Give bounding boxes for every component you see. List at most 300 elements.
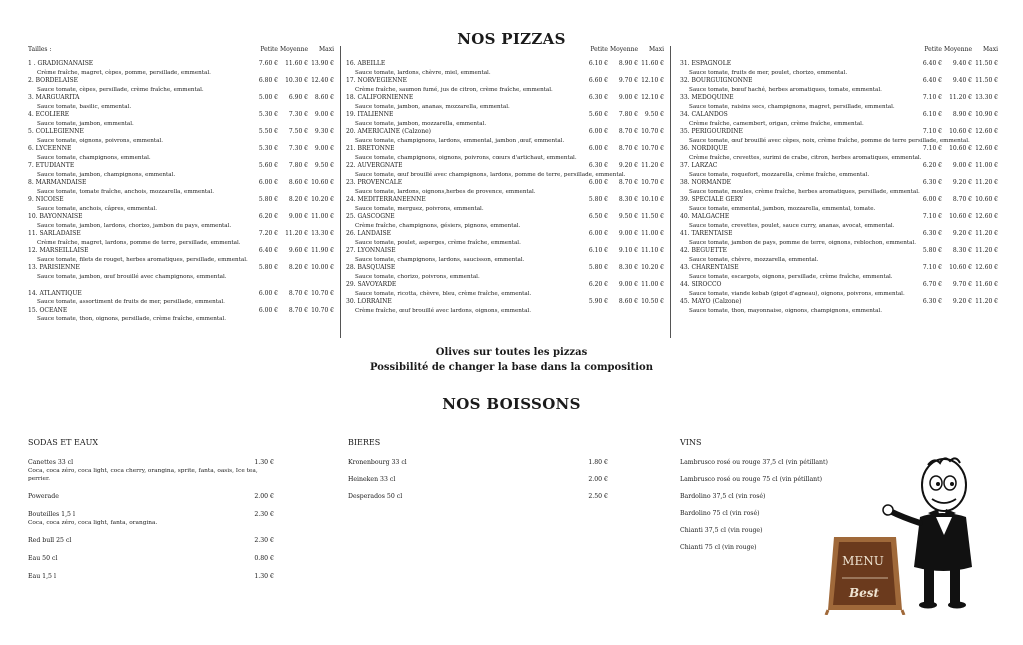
- price-medium: 9.20 €: [952, 298, 972, 305]
- price-large: 10.70 €: [641, 179, 664, 186]
- pizza-name: 20. AMERICAINE (Calzone): [346, 128, 431, 135]
- price-small: 5.80 €: [588, 196, 608, 203]
- pizza-name: 15. OCEANE: [28, 306, 68, 314]
- drink-item: [28, 573, 274, 581]
- pizza-description: Sauce tomate, jambon, emmental.: [37, 120, 134, 127]
- pizza-description: Sauce tomate, raisins secs, champignons, magret, persillade, emmental.: [689, 103, 895, 110]
- drink-price: 2.00 €: [588, 476, 608, 483]
- pizza-description: Sauce tomate, jambon, champignons, emmental.: [37, 171, 176, 178]
- price-small: 6.20 €: [258, 213, 278, 220]
- pizza-name: 30. LORRAINE: [346, 298, 392, 305]
- sodas-list: [28, 459, 274, 581]
- price-medium: 9.70 €: [618, 77, 638, 84]
- price-small: 6.00 €: [588, 179, 608, 186]
- pizza-description: Sauce tomate, poulet, asperges, crème fraîche, emmental.: [355, 239, 521, 246]
- pizza-name: 11. SARLADAISE: [28, 230, 81, 237]
- pizza-description: Sauce tomate, tomate fraîche, anchois, mozzarella, emmental.: [37, 188, 215, 195]
- pizza-description: Sauce tomate, roquefort, mozzarella, crème fraîche, emmental.: [689, 171, 870, 178]
- pizza-name: 18. CALIFORNIENNE: [346, 94, 414, 101]
- pizza-item: [346, 179, 664, 188]
- price-medium: 11.20 €: [949, 94, 972, 101]
- price-large: 13.30 €: [311, 230, 334, 237]
- pizza-name: 26. LANDAISE: [346, 230, 392, 237]
- bieres-section: [348, 438, 608, 510]
- size-header: [680, 46, 998, 60]
- price-small: 6.40 €: [922, 60, 942, 67]
- price-small: 6.00 €: [258, 289, 278, 297]
- pizza-description: Sauce tomate, champignons, lardons, emmental, jambon ,œuf, emmental.: [355, 137, 565, 144]
- price-large: 12.10 €: [641, 94, 664, 101]
- price-medium: 7.30 €: [288, 145, 308, 152]
- price-small: 5.60 €: [588, 111, 608, 118]
- bieres-list: [348, 459, 608, 501]
- price-small: 7.10 €: [922, 213, 942, 220]
- price-medium: 9.00 €: [952, 162, 972, 169]
- price-small: 6.30 €: [922, 179, 942, 186]
- pizza-item: [28, 162, 334, 171]
- price-small: 6.30 €: [588, 162, 608, 169]
- drink-row: [28, 493, 274, 501]
- price-small: 6.80 €: [258, 77, 278, 84]
- column-divider: [670, 46, 671, 338]
- size-small: Petite: [260, 46, 278, 53]
- price-medium: 8.20 €: [288, 196, 308, 203]
- drink-detail: Coca, coca zéro, coca light, fanta, orangina.: [28, 520, 158, 526]
- pizza-item: [680, 179, 998, 188]
- price-medium: 9.50 €: [618, 213, 638, 220]
- size-medium: Moyenne: [280, 46, 308, 53]
- pizza-description: Sauce tomate, chorizo, poivrons, emmental.: [355, 273, 480, 280]
- drink-item: [28, 537, 274, 545]
- price-small: 6.40 €: [258, 247, 278, 254]
- pizza-description: Sauce tomate, jambon, œuf brouillé avec champignons, emmental.: [37, 273, 227, 280]
- pizza-item: [680, 298, 998, 307]
- price-large: 11.60 €: [641, 60, 664, 67]
- size-small: Petite: [590, 46, 608, 53]
- pizza-column-1: [28, 46, 334, 324]
- price-small: 5.30 €: [258, 145, 278, 152]
- pizza-description: Sauce tomate, jambon, mozzarella, emmental.: [355, 120, 487, 127]
- drink-item: [28, 511, 274, 527]
- price-large: 12.40 €: [311, 77, 334, 84]
- pizza-item: [680, 247, 998, 256]
- price-small: 5.80 €: [258, 264, 278, 271]
- pizza-name: 36. NORDIQUE: [680, 145, 728, 152]
- price-large: 10.70 €: [641, 128, 664, 135]
- drink-name: Lambrusco rosé ou rouge 37,5 cl (vin pétillant): [680, 459, 828, 466]
- pizza-item: [28, 196, 334, 205]
- price-small: 6.20 €: [588, 281, 608, 288]
- boissons-title: NOS BOISSONS: [442, 395, 581, 413]
- pizza-description: Crème fraîche, champignons, gésiers, pignons, emmental.: [355, 222, 521, 229]
- pizza-description: Sauce tomate, ricotta, chèvre, bleu, crème fraîche, emmental.: [355, 290, 532, 297]
- pizza-description: Sauce tomate, champignons, oignons, poivrons, cœurs d'artichaut, emmental.: [355, 154, 577, 161]
- price-medium: 8.70 €: [618, 145, 638, 152]
- pizza-item: [346, 247, 664, 256]
- drink-item: [28, 555, 274, 563]
- price-medium: 8.30 €: [618, 264, 638, 271]
- pizza-item: [680, 77, 998, 86]
- vins-heading: VINS: [680, 438, 702, 447]
- pizza-item: [346, 298, 664, 307]
- pizza-name: 34. CALANDOS: [680, 111, 728, 118]
- pizza-description: Sauce tomate, œuf brouillé avec champignons, lardons, pomme de terre, persillade, emmental.: [355, 171, 626, 178]
- pizza-item: [28, 264, 334, 273]
- drink-name: Desperados 50 cl: [348, 493, 403, 500]
- price-medium: 8.90 €: [618, 60, 638, 67]
- pizza-name: 35. PERIGOURDINE: [680, 128, 743, 135]
- size-large: Maxi: [982, 46, 998, 53]
- price-medium: 7.80 €: [618, 111, 638, 118]
- price-large: 10.60 €: [975, 196, 998, 203]
- pizza-name: 32. BOURGUIGNONNE: [680, 77, 753, 84]
- pizza-item: [28, 94, 334, 103]
- pizza-description: Sauce tomate, emmental, jambon, mozzarella, emmental, tomate.: [689, 205, 876, 212]
- price-large: 11.20 €: [641, 162, 664, 169]
- price-small: 6.00 €: [258, 179, 278, 186]
- price-large: 9.00 €: [314, 145, 334, 152]
- pizza-description: Crème fraîche, crevettes, surimi de crabe, citron, herbes aromatiques, emmental.: [689, 154, 922, 161]
- pizza-item: [346, 128, 664, 137]
- pizza-name: 16. ABEILLE: [346, 60, 386, 67]
- drink-name: Kronenbourg 33 cl: [348, 459, 407, 466]
- pizza-item: [680, 128, 998, 137]
- pizza-description: Sauce tomate, bœuf haché, herbes aromatiques, tomate, emmental.: [689, 86, 882, 93]
- note-olives: Olives sur toutes les pizzas: [435, 347, 588, 358]
- price-small: 6.00 €: [588, 230, 608, 237]
- price-large: 9.50 €: [644, 111, 664, 118]
- price-medium: 10.60 €: [949, 128, 972, 135]
- pizza-description: Sauce tomate, jambon de pays, pomme de terre, oignons, reblochon, emmental.: [689, 239, 917, 246]
- price-medium: 9.40 €: [952, 60, 972, 67]
- price-small: 6.30 €: [922, 298, 942, 305]
- price-medium: 9.20 €: [952, 179, 972, 186]
- column-divider: [340, 46, 341, 338]
- price-large: 13.30 €: [975, 94, 998, 101]
- pizza-name: 14. ATLANTIQUE: [28, 289, 82, 297]
- price-small: 6.00 €: [258, 306, 278, 314]
- pizza-name: 40. MALGACHE: [680, 213, 730, 220]
- drink-item: [348, 459, 608, 467]
- pizza-name: 37. LARZAC: [680, 162, 718, 169]
- price-small: 6.00 €: [922, 196, 942, 203]
- pizza-name: 7. ETUDIANTE: [28, 162, 75, 169]
- pizza-item: [680, 213, 998, 222]
- drink-name: Eau 1,5 l: [28, 573, 56, 580]
- pizza-description: Sauce tomate, champignons, emmental.: [37, 154, 151, 161]
- size-large: Maxi: [648, 46, 664, 53]
- pizza-name: 4. ECOLIERE: [28, 111, 70, 118]
- drink-row: [28, 573, 274, 581]
- pizza-description: Sauce tomate, fruits de mer, poulet, chorizo, emmental.: [689, 69, 848, 76]
- pizza-item: [28, 145, 334, 154]
- price-small: 6.10 €: [588, 247, 608, 254]
- price-small: 6.00 €: [588, 145, 608, 152]
- price-small: 5.80 €: [922, 247, 942, 254]
- pizza-description: Sauce tomate, champignons, lardons, saucisson, emmental.: [355, 256, 525, 263]
- price-large: 9.30 €: [314, 128, 334, 135]
- drink-row: [28, 555, 274, 563]
- drink-item: [28, 459, 274, 483]
- drink-row: [28, 511, 274, 519]
- pizza-name: 5. COLLEGIENNE: [28, 128, 84, 135]
- pizza-name: 17. NORVEGIENNE: [346, 77, 408, 84]
- price-small: 5.90 €: [588, 298, 608, 305]
- price-small: 7.10 €: [922, 264, 942, 271]
- price-large: 11.00 €: [641, 281, 664, 288]
- price-medium: 11.60 €: [285, 60, 308, 67]
- price-small: 7.20 €: [258, 230, 278, 237]
- price-small: 6.50 €: [588, 213, 608, 220]
- pizza-description: Sauce tomate, thon, mayonnaise, oignons, champignons, emmental.: [689, 307, 883, 314]
- price-medium: 9.10 €: [618, 247, 638, 254]
- pizza-name: 33. MEDOQUINE: [680, 94, 734, 101]
- pizza-name: 29. SAVOYARDE: [346, 281, 397, 288]
- pizza-description: Crème fraîche, magret, lardons, pomme de terre, persillade, emmental.: [37, 239, 241, 246]
- pizza-name: 2. BORDELAISE: [28, 77, 78, 84]
- pizza-name: 10. BAYONNAISE: [28, 213, 83, 220]
- pizza-description: Crème fraîche, magret, cèpes, pomme, persillade, emmental.: [37, 69, 211, 76]
- price-large: 10.60 €: [311, 179, 334, 186]
- pizza-column-3: [680, 46, 998, 315]
- price-medium: 9.00 €: [618, 281, 638, 288]
- drink-name: Red bull 25 cl: [28, 537, 72, 544]
- drink-row: [348, 493, 608, 501]
- price-medium: 10.60 €: [949, 145, 972, 152]
- pizza-description: Sauce tomate, filets de rouget, herbes aromatiques, persillade, emmental.: [37, 256, 248, 263]
- pizza-notes: [0, 345, 1023, 375]
- price-medium: 9.20 €: [618, 162, 638, 169]
- price-medium: 8.60 €: [288, 179, 308, 186]
- pizza-item: [28, 128, 334, 137]
- pizza-column-2: [346, 46, 664, 315]
- pizza-description: Sauce tomate, basilic, emmental.: [37, 103, 132, 110]
- pizza-name: 19. ITALIENNE: [346, 111, 394, 118]
- pizza-item: [28, 179, 334, 188]
- pizza-name: 6. LYCEENNE: [28, 145, 72, 152]
- size-large: Maxi: [318, 46, 334, 53]
- drink-name: Lambrusco rosé ou rouge 75 cl (vin pétillant): [680, 476, 823, 483]
- price-large: 11.20 €: [975, 247, 998, 254]
- pizza-name: 1 . GRADIGNANAISE: [28, 60, 94, 67]
- pizza-name: 22. AUVERGNATE: [346, 162, 403, 169]
- drink-price: 2.50 €: [588, 493, 608, 500]
- price-medium: 8.70 €: [618, 179, 638, 186]
- pizza-name: 39. SPECIALE GERY: [680, 196, 744, 203]
- pizza-description: Sauce tomate, œuf brouillé avec cèpes, noix, crème fraîche, pomme de terre persillade, emmental.: [689, 137, 970, 144]
- pizza-item: [28, 290, 334, 299]
- pizza-item: [346, 281, 664, 290]
- price-large: 9.00 €: [314, 111, 334, 118]
- pizza-name: 13. PARISIENNE: [28, 264, 80, 271]
- price-large: 10.50 €: [641, 298, 664, 305]
- price-large: 13.90 €: [311, 60, 334, 67]
- waiter-with-menu-board-icon: [824, 455, 974, 615]
- price-small: 7.10 €: [922, 94, 942, 101]
- price-large: 11.20 €: [975, 298, 998, 305]
- price-small: 5.80 €: [258, 196, 278, 203]
- pizza-item: [28, 230, 334, 239]
- drink-name: Powerade: [28, 493, 59, 500]
- pizza-description: Sauce tomate, chèvre, mozzarella, emmental.: [689, 256, 819, 263]
- pizza-item: [346, 162, 664, 171]
- pizza-description: Sauce tomate, anchois, câpres, emmental.: [37, 205, 158, 212]
- price-medium: 7.80 €: [288, 162, 308, 169]
- price-medium: 9.00 €: [288, 213, 308, 220]
- pizza-name: 8. MARMANDAISE: [28, 179, 87, 186]
- pizza-name: 25. GASCOGNE: [346, 213, 395, 220]
- price-medium: 9.00 €: [618, 94, 638, 101]
- price-medium: 9.00 €: [618, 230, 638, 237]
- price-small: 6.40 €: [922, 77, 942, 84]
- price-small: 5.00 €: [258, 94, 278, 101]
- pizza-description: Sauce tomate, lardons, chèvre, miel, emmental.: [355, 69, 491, 76]
- pizza-item: [346, 213, 664, 222]
- pizza-name: 38. NORMANDE: [680, 179, 732, 186]
- size-medium: Moyenne: [610, 46, 638, 53]
- price-small: 5.30 €: [258, 111, 278, 118]
- size-header: [346, 46, 664, 60]
- drink-detail: Coca, coca zéro, coca light, coca cherry, orangina, sprite, fanta, oasis, Ice tea, perrier.: [28, 468, 258, 482]
- price-large: 12.60 €: [975, 213, 998, 220]
- drink-name: Eau 50 cl: [28, 555, 58, 562]
- menu-board-title: MENU: [842, 554, 884, 568]
- pizza-name: 28. BASQUAISE: [346, 264, 396, 271]
- drink-item: [348, 493, 608, 501]
- price-large: 10.90 €: [975, 111, 998, 118]
- price-medium: 8.70 €: [952, 196, 972, 203]
- pizza-name: 9. NICOISE: [28, 196, 64, 203]
- price-medium: 8.70 €: [288, 306, 308, 314]
- pizza-list: [680, 60, 998, 315]
- pizza-name: 21. BRETONNE: [346, 145, 395, 152]
- price-large: 11.50 €: [975, 77, 998, 84]
- pizza-item: [346, 145, 664, 154]
- drink-price: 1.80 €: [588, 459, 608, 466]
- price-medium: 10.60 €: [949, 264, 972, 271]
- pizza-name: 42. BEGUETTE: [680, 247, 727, 254]
- price-medium: 10.30 €: [285, 77, 308, 84]
- price-small: 6.10 €: [922, 111, 942, 118]
- price-medium: 8.70 €: [618, 128, 638, 135]
- pizza-list: [346, 60, 664, 315]
- price-small: 6.20 €: [922, 162, 942, 169]
- pizza-name: 41. TARENTAISE: [680, 230, 733, 237]
- price-medium: 10.60 €: [949, 213, 972, 220]
- pizza-item: [680, 145, 998, 154]
- price-small: 5.80 €: [588, 264, 608, 271]
- price-medium: 9.40 €: [952, 77, 972, 84]
- pizza-item: [346, 230, 664, 239]
- pizza-item: [680, 230, 998, 239]
- pizza-description: Sauce tomate, cèpes, persillade, crème fraîche, emmental.: [37, 86, 204, 93]
- pizza-item: [680, 60, 998, 69]
- price-small: 7.10 €: [922, 145, 942, 152]
- pizza-item: [680, 111, 998, 120]
- price-medium: 6.90 €: [288, 94, 308, 101]
- price-small: 6.30 €: [588, 94, 608, 101]
- price-large: 11.50 €: [641, 213, 664, 220]
- price-medium: 9.70 €: [952, 281, 972, 288]
- price-large: 11.20 €: [975, 230, 998, 237]
- drink-price: 2.30 €: [254, 511, 274, 518]
- pizza-description: Sauce tomate, jambon, lardons, chorizo, jambon du pays, emmental.: [37, 222, 232, 229]
- pizza-name: 44. SIROCCO: [680, 281, 722, 288]
- price-large: 12.60 €: [975, 264, 998, 271]
- price-medium: 8.70 €: [288, 289, 308, 297]
- price-medium: 9.20 €: [952, 230, 972, 237]
- price-large: 10.10 €: [641, 196, 664, 203]
- price-large: 11.00 €: [641, 230, 664, 237]
- price-large: 8.60 €: [314, 94, 334, 101]
- pizza-description: Sauce tomate, crevettes, poulet, sauce curry, ananas, avocat, emmental.: [689, 222, 895, 229]
- price-medium: 8.30 €: [952, 247, 972, 254]
- price-small: 6.30 €: [922, 230, 942, 237]
- price-small: 6.60 €: [588, 77, 608, 84]
- price-medium: 8.60 €: [618, 298, 638, 305]
- price-small: 7.10 €: [922, 128, 942, 135]
- price-large: 11.90 €: [311, 247, 334, 254]
- price-large: 12.10 €: [641, 77, 664, 84]
- price-small: 7.60 €: [258, 60, 278, 67]
- price-large: 11.00 €: [975, 162, 998, 169]
- pizza-item: [346, 264, 664, 273]
- pizza-item: [28, 77, 334, 86]
- size-medium: Moyenne: [944, 46, 972, 53]
- pizza-item: [680, 264, 998, 273]
- drink-price: 2.00 €: [254, 493, 274, 500]
- price-large: 10.70 €: [311, 289, 334, 297]
- price-large: 10.00 €: [311, 264, 334, 271]
- pizza-description: Sauce tomate, oignons, poivrons, emmental.: [37, 137, 164, 144]
- price-small: 6.00 €: [588, 128, 608, 135]
- pizzas-title: NOS PIZZAS: [457, 30, 566, 48]
- pizza-name: 12. MARSEILLAISE: [28, 247, 89, 254]
- pizza-name: 31. ESPAGNOLE: [680, 60, 732, 67]
- row-spacer: [28, 281, 334, 290]
- price-small: 6.10 €: [588, 60, 608, 67]
- pizza-description: Sauce tomate, merguez, poivrons, emmental.: [355, 205, 484, 212]
- pizza-description: Sauce tomate, viande kebab (gigot d'agneau), oignons, poivrons, emmental.: [689, 290, 905, 297]
- pizza-description: Crème fraîche, œuf brouillé avec lardons, oignons, emmental.: [355, 307, 532, 314]
- pizza-item: [346, 94, 664, 103]
- drink-name: Bardolino 75 cl (vin rosé): [680, 510, 760, 517]
- pizza-description: Sauce tomate, assortiment de fruits de mer, persillade, emmental.: [37, 299, 225, 305]
- bieres-heading: BIERES: [348, 438, 381, 447]
- drink-row: [28, 537, 274, 545]
- price-medium: 7.50 €: [288, 128, 308, 135]
- price-large: 12.60 €: [975, 128, 998, 135]
- pizza-description: Sauce tomate, escargots, oignons, persillade, crème fraîche, emmental.: [689, 273, 893, 280]
- pizza-item: [346, 77, 664, 86]
- price-large: 12.60 €: [975, 145, 998, 152]
- pizza-description: Crème fraîche, saumon fumé, jus de citron, crème fraîche, emmental.: [355, 86, 553, 93]
- drink-name: Bardolino 37,5 cl (vin rosé): [680, 493, 766, 500]
- pizza-item: [680, 281, 998, 290]
- drink-price: 0.80 €: [254, 555, 274, 562]
- pizza-item: [346, 60, 664, 69]
- pizza-item: [680, 196, 998, 205]
- sodas-heading: SODAS ET EAUX: [28, 438, 99, 447]
- pizza-item: [28, 213, 334, 222]
- drink-row: [348, 476, 608, 484]
- price-large: 11.60 €: [975, 281, 998, 288]
- price-medium: 7.30 €: [288, 111, 308, 118]
- pizza-description: Sauce tomate, moules, crème fraîche, herbes aromatiques, persillade, emmental.: [689, 188, 920, 195]
- pizza-item: [28, 247, 334, 256]
- pizza-name: 3. MARGUARITA: [28, 94, 80, 101]
- pizza-name: 23. PROVENCALE: [346, 179, 403, 186]
